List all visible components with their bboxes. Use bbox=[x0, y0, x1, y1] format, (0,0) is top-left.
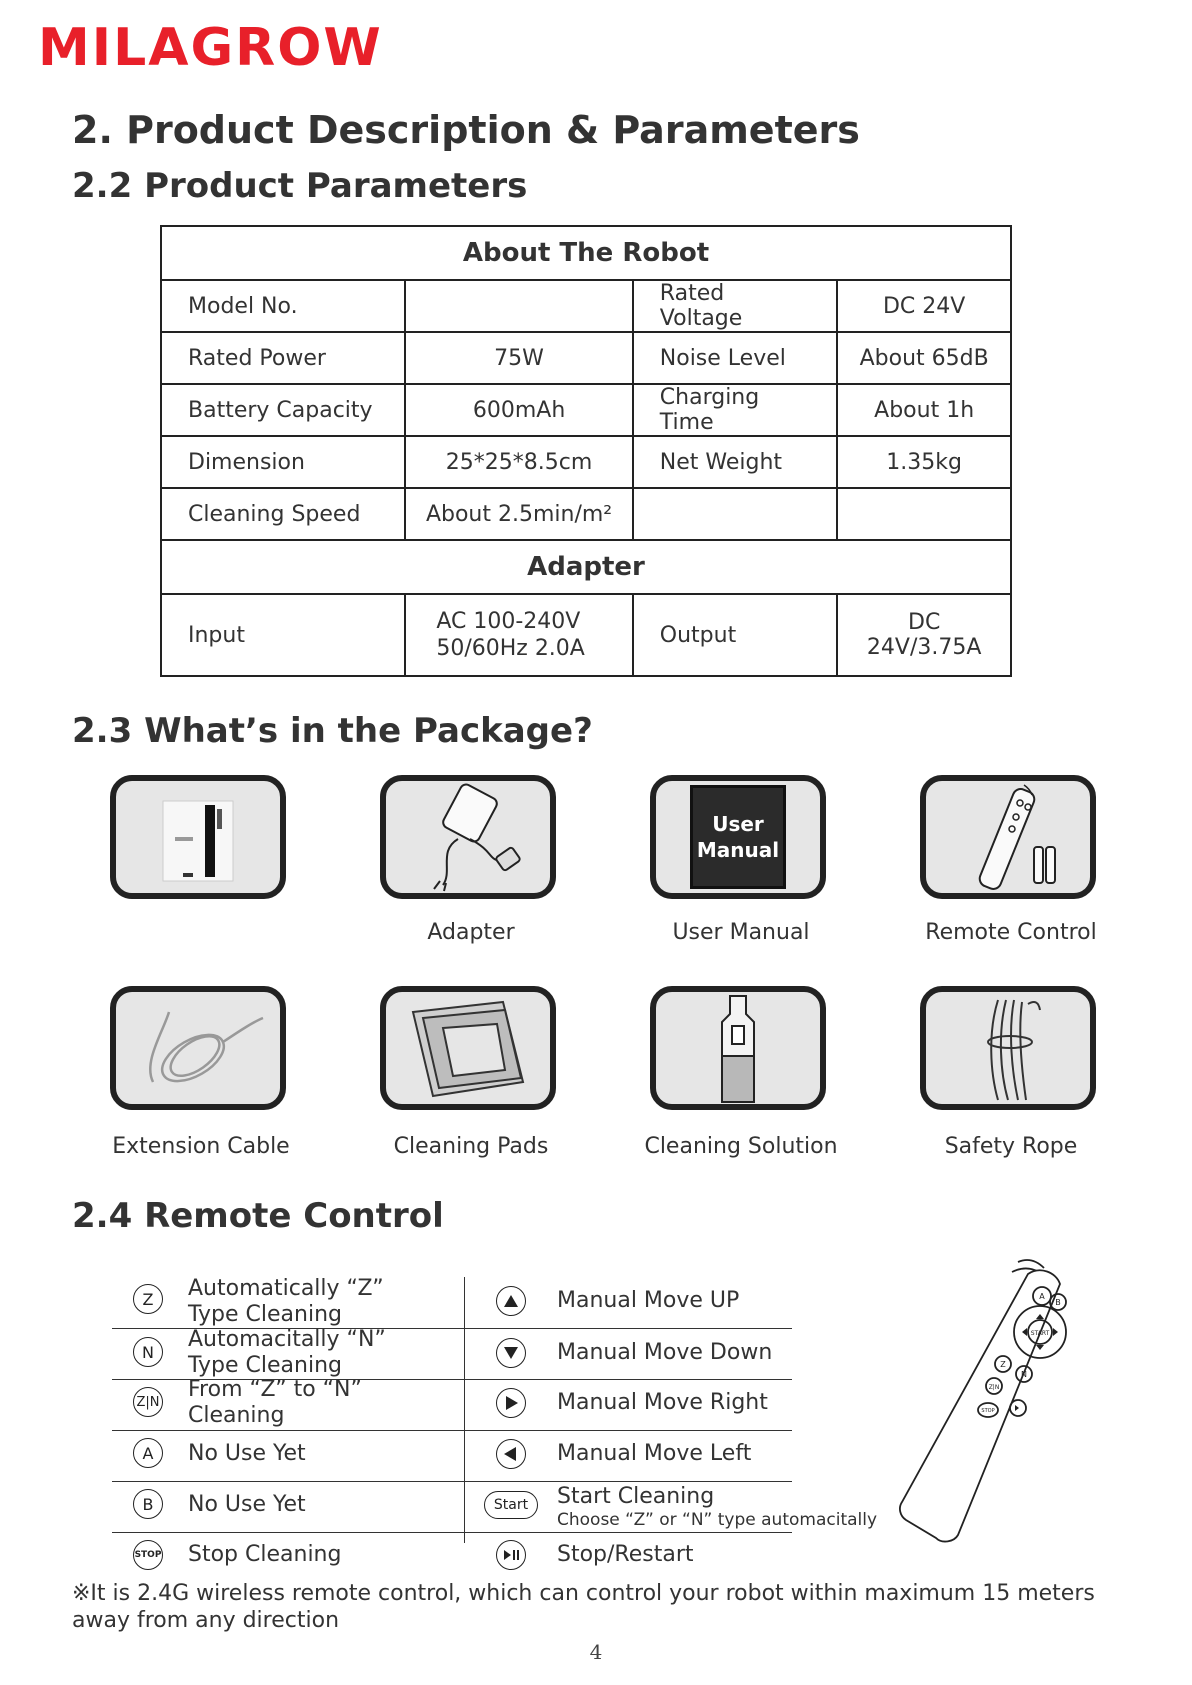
table-cell bbox=[405, 280, 632, 332]
package-label-cleaning-pads: Cleaning Pads bbox=[393, 1134, 549, 1159]
package-label-user-manual: User Manual bbox=[672, 920, 810, 945]
legend-line: Automacitally “N” bbox=[188, 1327, 386, 1352]
start-cleaning-label: Start Cleaning bbox=[557, 1484, 715, 1509]
dock-icon bbox=[123, 787, 273, 887]
table-cell: About 65dB bbox=[837, 332, 1011, 384]
manual-cover-line2: Manual bbox=[696, 838, 780, 862]
right-triangle-icon bbox=[496, 1388, 526, 1418]
bottle-icon bbox=[678, 992, 798, 1104]
row-divider bbox=[112, 1532, 792, 1533]
table-row bbox=[161, 384, 1011, 436]
table-row bbox=[161, 436, 1011, 488]
input-label: Input bbox=[161, 594, 405, 676]
table-row bbox=[161, 332, 1011, 384]
remote-title: 2.4 Remote Control bbox=[72, 1196, 444, 1236]
a-button-icon: A bbox=[133, 1438, 163, 1468]
table-cell: DC 24V bbox=[837, 280, 1011, 332]
table-cell: Battery Capacity bbox=[161, 384, 405, 436]
table-cell: Noise Level bbox=[633, 332, 838, 384]
cleaning-pads-image bbox=[380, 986, 556, 1110]
output-label: Output bbox=[633, 594, 838, 676]
table-cell: Rated Voltage bbox=[633, 280, 838, 332]
remote-control-image bbox=[920, 775, 1096, 899]
legend-line: Automatically “Z” bbox=[188, 1276, 384, 1301]
remote-label-stop: STOP bbox=[981, 1408, 995, 1414]
robot-dock-image bbox=[110, 775, 286, 899]
section-title: 2. Product Description & Parameters bbox=[72, 108, 860, 152]
down-triangle-icon bbox=[496, 1338, 526, 1368]
zn-cleaning-label bbox=[188, 1377, 362, 1429]
legend-line: Type Cleaning bbox=[188, 1302, 342, 1327]
table-cell: About 1h bbox=[837, 384, 1011, 436]
remote-label-b: B bbox=[1055, 1298, 1061, 1307]
remote-control-diagram bbox=[890, 1250, 1130, 1550]
remote-label-zn: Z|N bbox=[988, 1384, 1000, 1391]
table-cell: Net Weight bbox=[633, 436, 838, 488]
manual-cover-line1: User bbox=[712, 812, 764, 836]
a-button-label: No Use Yet bbox=[188, 1441, 306, 1466]
move-down-label: Manual Move Down bbox=[557, 1340, 773, 1365]
manual-cover bbox=[690, 785, 786, 889]
package-label-cleaning-solution: Cleaning Solution bbox=[644, 1134, 838, 1159]
table-cell: 75W bbox=[405, 332, 632, 384]
remote-label-n: N bbox=[1021, 1370, 1027, 1379]
n-cleaning-label bbox=[188, 1327, 386, 1379]
footnote: ※It is 2.4G wireless remote control, which can control your robot within maximum 15 meters away from any direction bbox=[72, 1581, 1095, 1633]
robot-header: About The Robot bbox=[161, 226, 1011, 280]
safety-rope-image bbox=[920, 986, 1096, 1110]
input-line2: 50/60Hz 2.0A bbox=[436, 636, 585, 661]
adapter-image bbox=[380, 775, 556, 899]
table-cell bbox=[633, 488, 838, 540]
table-cell: 1.35kg bbox=[837, 436, 1011, 488]
table-cell: Charging Time bbox=[633, 384, 838, 436]
b-button-label: No Use Yet bbox=[188, 1492, 306, 1517]
b-button-icon: B bbox=[133, 1489, 163, 1519]
input-line1: AC 100-240V bbox=[436, 609, 581, 634]
stop-restart-label: Stop/Restart bbox=[557, 1542, 694, 1567]
z-button-icon: Z bbox=[133, 1284, 163, 1314]
legend-line: Cleaning bbox=[188, 1403, 285, 1428]
cleaning-solution-image bbox=[650, 986, 826, 1110]
package-label-safety-rope: Safety Rope bbox=[944, 1134, 1078, 1159]
move-right-label: Manual Move Right bbox=[557, 1390, 768, 1415]
table-cell: Cleaning Speed bbox=[161, 488, 405, 540]
package-title: 2.3 What’s in the Package? bbox=[72, 711, 593, 751]
pads-icon bbox=[393, 992, 543, 1104]
user-manual-image bbox=[650, 775, 826, 899]
row-divider bbox=[112, 1481, 792, 1482]
remote-icon bbox=[938, 781, 1078, 893]
adapter-header: Adapter bbox=[161, 540, 1011, 594]
table-cell: Model No. bbox=[161, 280, 405, 332]
table-cell bbox=[837, 488, 1011, 540]
left-triangle-icon bbox=[496, 1439, 526, 1469]
z-cleaning-label bbox=[188, 1276, 384, 1328]
legend-divider bbox=[464, 1277, 465, 1543]
remote-label-start: START bbox=[1030, 1330, 1050, 1337]
start-cleaning-note: Choose “Z” or “N” type automacitally bbox=[557, 1510, 878, 1530]
remote-label-z: Z bbox=[1000, 1360, 1006, 1369]
package-label-extension-cable: Extension Cable bbox=[112, 1134, 290, 1159]
start-button-icon: Start bbox=[484, 1491, 538, 1519]
adapter-icon bbox=[398, 781, 538, 893]
signal-arc bbox=[1018, 1260, 1044, 1268]
extension-cable-image bbox=[110, 986, 286, 1110]
cable-icon bbox=[123, 992, 273, 1104]
parameters-table bbox=[160, 225, 1012, 677]
input-value bbox=[405, 594, 632, 676]
move-left-label: Manual Move Left bbox=[557, 1441, 752, 1466]
legend-line: Type Cleaning bbox=[188, 1353, 342, 1378]
up-triangle-icon bbox=[496, 1286, 526, 1316]
table-cell: About 2.5min/m² bbox=[405, 488, 632, 540]
table-row bbox=[161, 280, 1011, 332]
table-cell: 25*25*8.5cm bbox=[405, 436, 632, 488]
n-button-icon: N bbox=[133, 1337, 163, 1367]
brand-logo: MILAGROW bbox=[38, 18, 383, 78]
legend-line: From “Z” to “N” bbox=[188, 1377, 362, 1402]
move-up-label: Manual Move UP bbox=[557, 1288, 740, 1313]
play-pause-icon bbox=[496, 1540, 526, 1570]
stop-button-icon: STOP bbox=[133, 1540, 163, 1570]
table-cell: Rated Power bbox=[161, 332, 405, 384]
table-row bbox=[161, 488, 1011, 540]
remote-label-a: A bbox=[1039, 1292, 1045, 1301]
package-label-remote-control: Remote Control bbox=[925, 920, 1097, 945]
params-title: 2.2 Product Parameters bbox=[72, 166, 528, 206]
row-divider bbox=[112, 1430, 792, 1431]
table-cell: 600mAh bbox=[405, 384, 632, 436]
output-value: DC 24V/3.75A bbox=[837, 594, 1011, 676]
rope-icon bbox=[938, 992, 1078, 1104]
zn-button-icon: Z|N bbox=[133, 1387, 163, 1417]
page-number: 4 bbox=[589, 1640, 603, 1664]
stop-cleaning-label: Stop Cleaning bbox=[188, 1542, 342, 1567]
package-label-adapter: Adapter bbox=[427, 920, 515, 945]
table-row bbox=[161, 594, 1011, 676]
table-cell: Dimension bbox=[161, 436, 405, 488]
